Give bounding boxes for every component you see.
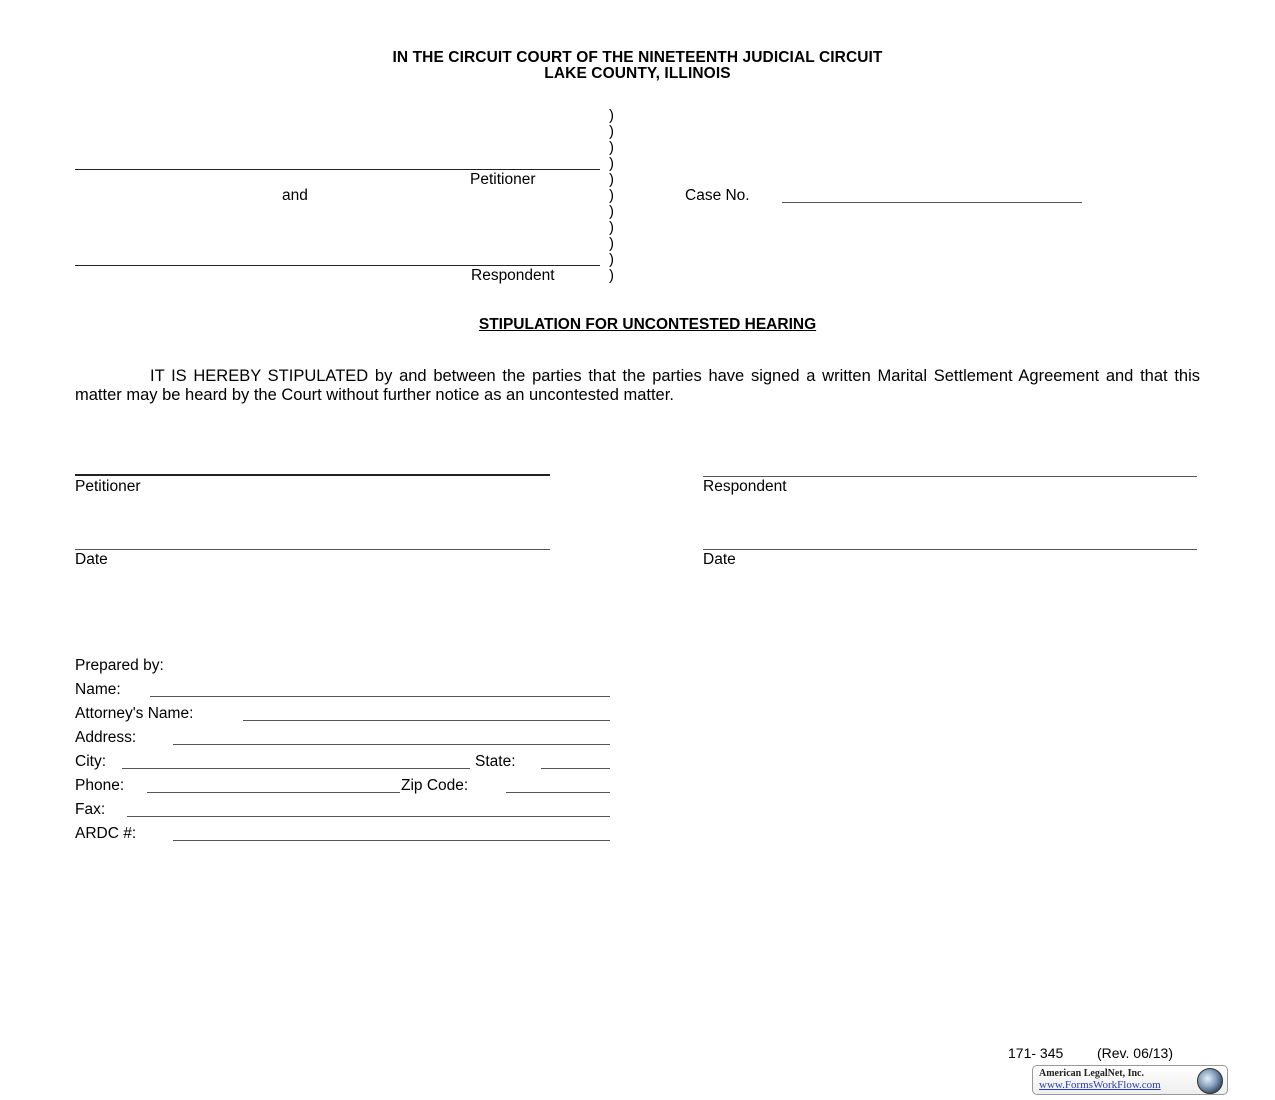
state-field[interactable] <box>541 768 610 769</box>
respondent-signature-field[interactable] <box>703 476 1197 477</box>
caption-respondent-label: Respondent <box>471 267 555 284</box>
zip-code-label: Zip Code: <box>401 777 469 794</box>
stipulation-text: IT IS HEREBY STIPULATED by and between the parties that the parties have signed a written Marital Settlement Agreement and that this matter may be heard by the Court without further notice as an uncontested matter. <box>75 367 1200 404</box>
form-number: 171- 345 <box>1008 1045 1064 1061</box>
caption-paren: ) <box>609 123 614 140</box>
caption-paren: ) <box>609 187 614 204</box>
logo-url-link[interactable]: www.FormsWorkFlow.com <box>1039 1079 1161 1091</box>
address-field[interactable] <box>173 744 610 745</box>
phone-label: Phone: <box>75 777 125 794</box>
state-label: State: <box>475 753 516 770</box>
caption-paren: ) <box>609 267 614 284</box>
document-title: STIPULATION FOR UNCONTESTED HEARING <box>478 316 817 333</box>
ardc-field[interactable] <box>173 840 610 841</box>
american-legalnet-logo[interactable] <box>1032 1065 1228 1095</box>
respondent-date-field[interactable] <box>703 549 1197 550</box>
respondent-signature-label: Respondent <box>703 478 787 495</box>
petitioner-date-label: Date <box>75 551 108 568</box>
address-label: Address: <box>75 729 137 746</box>
caption-paren: ) <box>609 235 614 252</box>
city-field[interactable] <box>122 768 470 769</box>
logo-company-name: American LegalNet, Inc. <box>1039 1068 1144 1079</box>
attorney-name-field[interactable] <box>243 720 610 721</box>
petitioner-name-field[interactable] <box>75 169 600 170</box>
caption-paren: ) <box>609 171 614 188</box>
name-label: Name: <box>75 681 121 698</box>
petitioner-date-field[interactable] <box>75 549 550 550</box>
city-label: City: <box>75 753 106 770</box>
stipulation-paragraph <box>75 367 1200 405</box>
respondent-name-field[interactable] <box>75 265 600 266</box>
petitioner-signature-label: Petitioner <box>75 478 141 495</box>
caption-paren: ) <box>609 251 614 268</box>
zip-code-field[interactable] <box>506 792 610 793</box>
caption-paren: ) <box>609 219 614 236</box>
county-heading: LAKE COUNTY, ILLINOIS <box>544 65 731 82</box>
case-no-field[interactable] <box>782 202 1082 203</box>
globe-icon <box>1197 1068 1223 1094</box>
ardc-label: ARDC #: <box>75 825 137 842</box>
prepared-by-heading: Prepared by: <box>75 657 164 674</box>
fax-field[interactable] <box>127 816 610 817</box>
court-heading: IN THE CIRCUIT COURT OF THE NINETEENTH JUDICIAL CIRCUIT <box>392 49 883 66</box>
caption-paren: ) <box>609 155 614 172</box>
fax-label: Fax: <box>75 801 106 818</box>
caption-and-label: and <box>282 187 308 204</box>
attorney-name-label: Attorney's Name: <box>75 705 194 722</box>
caption-paren: ) <box>609 107 614 124</box>
phone-field[interactable] <box>147 792 400 793</box>
caption-petitioner-label: Petitioner <box>470 171 536 188</box>
case-no-label: Case No. <box>685 187 750 204</box>
caption-paren: ) <box>609 203 614 220</box>
name-field[interactable] <box>150 696 610 697</box>
respondent-date-label: Date <box>703 551 736 568</box>
caption-paren: ) <box>609 139 614 156</box>
form-revision: (Rev. 06/13) <box>1097 1045 1173 1061</box>
petitioner-signature-field[interactable] <box>75 474 550 476</box>
